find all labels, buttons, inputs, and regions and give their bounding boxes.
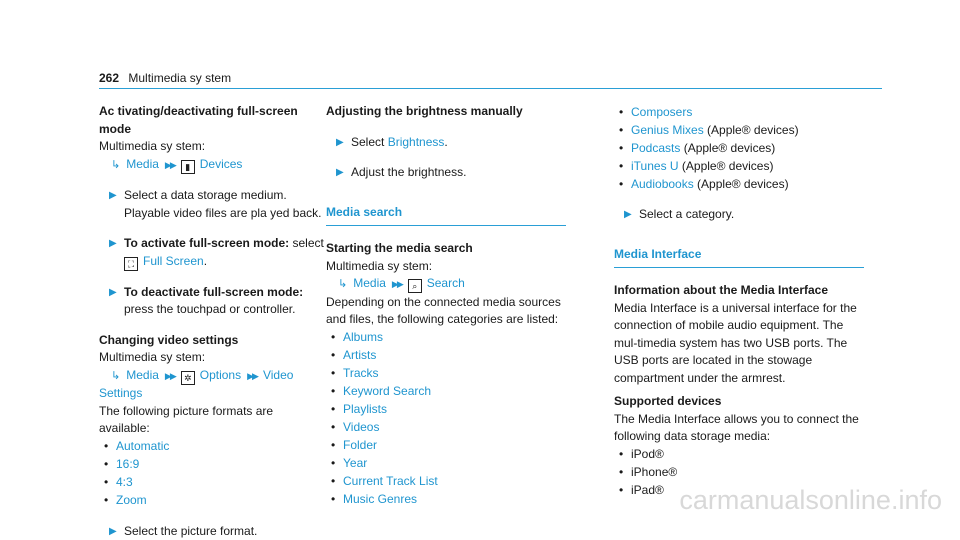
- search-intro: Depending on the connected media sources and files, the following categories are listed:: [326, 294, 566, 329]
- path-separator-icon: ▶▶: [165, 371, 175, 381]
- heading-fullscreen: Ac tivating/deactivating full-screen mode: [99, 103, 324, 138]
- step-activate-fullscreen: ▶ To activate full-screen mode: select ⛶ Full Screen.: [99, 235, 324, 271]
- search-icon: ⌕: [408, 279, 422, 293]
- list-item: • Videos: [326, 419, 566, 437]
- list-item: • Playlists: [326, 401, 566, 419]
- heading-start-search: Starting the media search: [326, 240, 566, 258]
- heading-brightness: Adjusting the brightness manually: [326, 103, 566, 121]
- list-item: • Tracks: [326, 365, 566, 383]
- link-search[interactable]: Search: [427, 276, 465, 290]
- nav-path-search: [326, 275, 566, 294]
- system-label: Multimedia sy stem:: [99, 349, 324, 367]
- nav-path-video-settings: [99, 367, 324, 386]
- categories-list: [326, 329, 566, 509]
- page-number: 262: [99, 71, 119, 85]
- list-item: • Zoom: [99, 492, 324, 510]
- link-devices[interactable]: Devices: [200, 157, 243, 171]
- path-separator-icon: ▶▶: [392, 279, 402, 289]
- path-arrow-icon: ↳: [111, 159, 120, 171]
- formats-list: [99, 438, 324, 510]
- path-arrow-icon: ↳: [111, 370, 120, 382]
- step-text: select: [289, 236, 324, 250]
- category-link[interactable]: Albums: [343, 330, 383, 344]
- list-item: • Folder: [326, 437, 566, 455]
- list-item: • 16:9: [99, 456, 324, 474]
- list-item: • Automatic: [99, 438, 324, 456]
- list-item: • Music Genres: [326, 491, 566, 509]
- category-link[interactable]: iTunes U: [631, 159, 679, 173]
- category-link[interactable]: Composers: [631, 105, 692, 119]
- category-link[interactable]: Playlists: [343, 402, 387, 416]
- list-item: • Genius Mixes (Apple® devices): [614, 122, 864, 140]
- link-options[interactable]: Options: [200, 368, 241, 382]
- device-name: iPod®: [631, 447, 664, 461]
- category-link[interactable]: Folder: [343, 438, 377, 452]
- list-item: • iPod®: [614, 446, 864, 464]
- step-select-format: [99, 523, 324, 540]
- watermark: carmanualsonline.info: [679, 492, 942, 510]
- step-arrow-icon: ▶: [109, 235, 117, 253]
- category-link[interactable]: Audiobooks: [631, 177, 694, 191]
- link-settings[interactable]: Settings: [99, 385, 324, 403]
- format-link[interactable]: 4:3: [116, 475, 133, 489]
- category-link[interactable]: Keyword Search: [343, 384, 431, 398]
- device-name: iPhone®: [631, 465, 677, 479]
- list-item: • Year: [326, 455, 566, 473]
- heading-supported-devices: Supported devices: [614, 393, 864, 411]
- step-text: press the touchpad or controller.: [124, 302, 295, 316]
- category-link[interactable]: Podcasts: [631, 141, 680, 155]
- link-media[interactable]: Media: [126, 157, 159, 171]
- apple-categories-list: [614, 104, 864, 194]
- step-deactivate-fullscreen: [99, 284, 324, 319]
- path-arrow-icon: ↳: [338, 278, 347, 290]
- formats-intro: The following picture formats are available:: [99, 403, 324, 438]
- step-arrow-icon: ▶: [109, 284, 117, 302]
- category-note: (Apple® devices): [680, 141, 775, 155]
- path-separator-icon: ▶▶: [247, 371, 257, 381]
- step-bold: To deactivate full-screen mode:: [124, 285, 303, 299]
- category-link[interactable]: Tracks: [343, 366, 379, 380]
- page-header: [99, 70, 231, 88]
- nav-path-devices: [99, 156, 324, 175]
- list-item: • Composers: [614, 104, 864, 122]
- step-text: Select a category.: [639, 207, 734, 221]
- column-right: [614, 103, 864, 500]
- path-separator-icon: ▶▶: [165, 160, 175, 170]
- column-middle: [326, 103, 566, 509]
- category-link[interactable]: Videos: [343, 420, 379, 434]
- system-label: Multimedia sy stem:: [99, 138, 324, 156]
- format-link[interactable]: 16:9: [116, 457, 139, 471]
- category-note: (Apple® devices): [679, 159, 774, 173]
- step-arrow-icon: ▶: [336, 134, 344, 152]
- category-link[interactable]: Genius Mixes: [631, 123, 704, 137]
- fullscreen-icon: ⛶: [124, 257, 138, 271]
- link-media[interactable]: Media: [353, 276, 386, 290]
- list-item: • 4:3: [99, 474, 324, 492]
- list-item: • Artists: [326, 347, 566, 365]
- section-media-search: Media search: [326, 204, 566, 227]
- category-note: (Apple® devices): [694, 177, 789, 191]
- category-link[interactable]: Year: [343, 456, 367, 470]
- gear-icon: ✲: [181, 371, 195, 385]
- step-select-category: [614, 206, 864, 224]
- format-link[interactable]: Automatic: [116, 439, 169, 453]
- link-video[interactable]: Video: [263, 368, 293, 382]
- step-arrow-icon: ▶: [109, 187, 117, 205]
- list-item: • Albums: [326, 329, 566, 347]
- step-text: Select a data storage medium. Playable video files are pla yed back.: [124, 188, 321, 220]
- list-item: • Current Track List: [326, 473, 566, 491]
- step-arrow-icon: ▶: [624, 206, 632, 224]
- step-arrow-icon: ▶: [109, 523, 117, 540]
- list-item: • iPhone®: [614, 464, 864, 482]
- list-item: • Audiobooks (Apple® devices): [614, 176, 864, 194]
- link-full-screen[interactable]: Full Screen: [143, 254, 204, 268]
- devices-icon: ▮: [181, 160, 195, 174]
- column-left: [99, 103, 324, 540]
- category-link[interactable]: Artists: [343, 348, 376, 362]
- list-item: • Keyword Search: [326, 383, 566, 401]
- devices-intro: The Media Interface allows you to connect the following data storage media:: [614, 411, 864, 446]
- step-arrow-icon: ▶: [336, 164, 344, 182]
- list-item: • iPad®: [614, 482, 864, 500]
- format-link[interactable]: Zoom: [116, 493, 147, 507]
- step-text: Select the picture format.: [124, 524, 257, 538]
- page-section-title: Multimedia sy stem: [128, 71, 231, 85]
- media-interface-info: Media Interface is a universal interface for the connection of mobile audio equipment. The mul-timedia system has two USB ports. The USB ports are located in the stowage compartment under the armrest.: [614, 300, 864, 388]
- link-media[interactable]: Media: [126, 368, 159, 382]
- step-select-medium: [99, 187, 324, 222]
- system-label: Multimedia sy stem:: [326, 258, 566, 276]
- step-adjust-brightness: [326, 164, 566, 182]
- section-media-interface: Media Interface: [614, 246, 864, 269]
- category-link[interactable]: Music Genres: [343, 492, 417, 506]
- step-text: Select: [351, 135, 388, 149]
- category-link[interactable]: Current Track List: [343, 474, 438, 488]
- link-brightness[interactable]: Brightness: [388, 135, 445, 149]
- list-item: • iTunes U (Apple® devices): [614, 158, 864, 176]
- list-item: • Podcasts (Apple® devices): [614, 140, 864, 158]
- header-rule: [99, 88, 882, 89]
- heading-video-settings: Changing video settings: [99, 332, 324, 350]
- step-select-brightness: ▶ Select Brightness.: [326, 134, 566, 152]
- heading-media-interface-info: Information about the Media Interface: [614, 282, 864, 300]
- step-bold: To activate full-screen mode:: [124, 236, 289, 250]
- device-name: iPad®: [631, 483, 664, 497]
- step-text: Adjust the brightness.: [351, 165, 466, 179]
- category-note: (Apple® devices): [704, 123, 799, 137]
